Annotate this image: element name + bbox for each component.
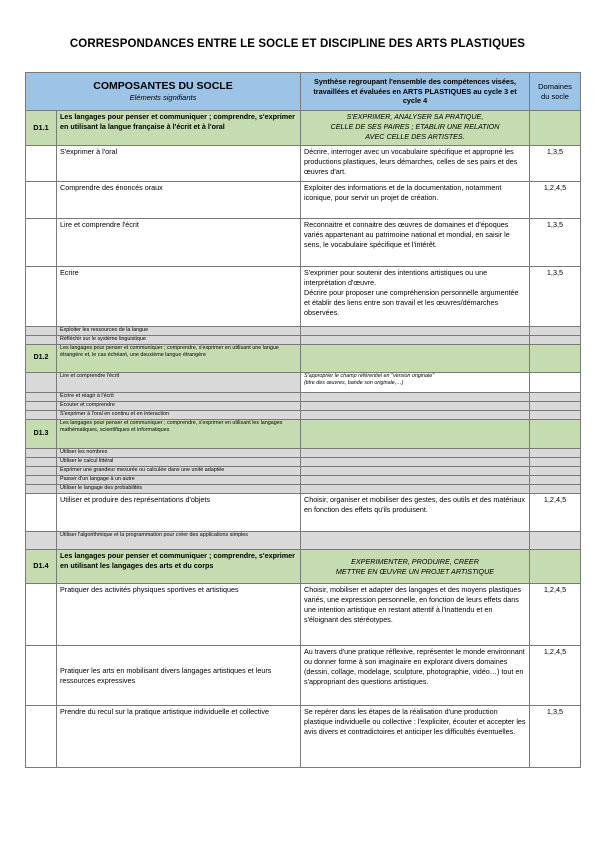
d11-title: Les langages pour penser et communiquer ; comprendre, s'exprimer en utilisant la langue française à l'écrit et à l'oral [57,111,301,146]
synthese-cell [301,373,530,393]
d13-code: D1.3 [26,420,57,449]
element-cell: Ecrire et réagir à l'écrit [57,393,301,402]
synthese-paragraph: Décrire pour proposer une compréhension personnelle argumentée et établir des liens entre son travail et les œuvres/démarches observées. [304,287,519,317]
domaines-cell: 1,3,5 [530,146,581,182]
element-cell: Utiliser et produire des représentations d'objets [57,494,301,532]
synthese-cell: Décrire, interroger avec un vocabulaire spécifique et approprié les productions plastiques, leurs démarches, celles de ses pairs et des œuvres d'art. [301,146,530,182]
d14-title: Les langages pour penser et communiquer ; comprendre, s'exprimer en utilisant les langages des arts et du corps [57,550,301,584]
table-row [26,219,581,267]
d11-code: D1.1 [26,111,57,146]
d14-code: D1.4 [26,550,57,584]
d12-code: D1.2 [26,345,57,373]
table-row [26,267,581,327]
table-row [26,532,581,550]
element-cell: Ecouter et comprendre [57,402,301,411]
table-row [26,458,581,467]
element-cell: Utiliser l'algorithmique et la programmation pour créer des applications simples [57,532,301,550]
element-cell: Utiliser le langage des probabilités [57,485,301,494]
d14-domaines [530,550,581,584]
synthese-cell: Reconnaitre et connaitre des œuvres de domaines et d'époques variés appartenant au patrimoine national et mondial, en saisir le sens, le vocabulaire spécifique et l'intérêt. [301,219,530,267]
element-cell: S'exprimer à l'oral en continu et en interaction [57,411,301,420]
header-domaines-text: Domaines du socle [538,81,572,101]
domaines-cell: 1,2,4,5 [530,584,581,646]
d13-title: Les langages pour penser et communiquer ; comprendre, s'exprimer en utilisant les langages mathématiques, scientifiques et informatiques [57,420,301,449]
domaines-cell: 1,3,5 [530,219,581,267]
header-synthese [301,73,530,111]
header-row [26,73,581,111]
d11-synthese [301,111,530,146]
synthese-cell: Se repérer dans les étapes de la réalisation d'une production plastique individuelle ou collective : l'expliciter, écouter et accepter les avis divers et contradictoires et anticiper les difficultés éventuelles. [301,706,530,768]
element-cell: Réfléchir sur le système linguistique [57,336,301,345]
header-composantes-title: COMPOSANTES DU SOCLE [93,80,233,93]
synthese-cell: Choisir, mobiliser et adapter des langages et des moyens plastiques variés, une expression personnelle, en fonction de leurs effets dans une intention artistique en restant attentif à l'inattendu et en s'éloignant des stéréotypes. [301,584,530,646]
table-row [26,411,581,420]
d12-title: Les langages pour penser et communiquer ; comprendre, s'exprimer en utilisant une langue étrangère et, le cas échéant, une deuxième langue étrangère [57,345,301,373]
table-row [26,476,581,485]
synthese-cell: Exploiter des informations et de la documentation, notamment iconique, pour servir un projet de création. [301,182,530,219]
element-cell: Pratiquer des activités physiques sportives et artistiques [57,584,301,646]
d11-domaines [530,111,581,146]
synthese-cell: Au travers d'une pratique réflexive, représenter le monde environnant ou donner forme à son imaginaire en explorant divers domaines (dessin, collage, modelage, sculpture, photographie, vidéo…) tout en s'appropriant des questions artistiques. [301,646,530,706]
d11-synthese-line: AVEC CELLE DES ARTISTES. [365,131,465,141]
synthese-cell [301,267,530,327]
table-row [26,402,581,411]
d14-row [26,550,581,584]
d11-synthese-line: CELLE DE SES PAIRES ; ETABLIR UNE RELATION [330,121,500,131]
table-row [26,146,581,182]
d12-row [26,345,581,373]
element-cell: Passer d'un langage à un autre [57,476,301,485]
synthese-cell: Choisir, organiser et mobiliser des gestes, des outils et des matériaux en fonction des effets qu'ils produisent. [301,494,530,532]
table-row [26,584,581,646]
element-cell: Exprimer une grandeur mesurée ou calculée dans une unité adaptée [57,467,301,476]
header-domaines [530,73,581,111]
table-row [26,449,581,458]
header-synthese-text: Synthèse regroupant l'ensemble des compétences visées, travaillées et évaluées en ARTS PLASTIQUES au cycle 3 et cycle 4 [313,77,517,106]
correspondence-table [25,72,581,768]
domaines-cell: 1,2,4,5 [530,494,581,532]
d11-row [26,111,581,146]
domaines-cell: 1,2,4,5 [530,646,581,706]
d14-synthese [301,550,530,584]
element-cell: Ecrire [57,267,301,327]
table-row [26,393,581,402]
d14-synthese-line: EXPERIMENTER, PRODUIRE, CREER [351,556,479,566]
synthese-line: S'approprier le champ référentiel en "version originale" [304,373,435,379]
synthese-line: (titre des œuvres, bande son originale,…) [304,379,404,386]
table-row [26,494,581,532]
header-composantes-subtitle: Eléments signifiants [129,92,197,102]
element-cell: Pratiquer les arts en mobilisant divers langages artistiques et leurs ressources expressives [57,646,301,706]
domaines-cell: 1,3,5 [530,267,581,327]
element-cell: Lire et comprendre l'écrit [57,373,301,393]
d13-row [26,420,581,449]
page-title: CORRESPONDANCES ENTRE LE SOCLE ET DISCIPLINE DES ARTS PLASTIQUES [69,38,526,50]
table-row [26,706,581,768]
domaines-cell: 1,3,5 [530,706,581,768]
element-cell: Exploiter les ressources de la langue [57,327,301,336]
element-cell: Utiliser les nombres [57,449,301,458]
d14-synthese-line: METTRE EN ŒUVRE UN PROJET ARTISTIQUE [335,566,495,576]
element-cell: S'exprimer à l'oral [57,146,301,182]
table-row [26,182,581,219]
table-row [26,336,581,345]
table-row [26,485,581,494]
domaines-cell: 1,2,4,5 [530,182,581,219]
header-composantes [26,73,301,111]
element-cell: Prendre du recul sur la pratique artistique individuelle et collective [57,706,301,768]
element-cell: Utiliser le calcul littéral [57,458,301,467]
table-row [26,373,581,393]
element-cell: Lire et comprendre l'écrit [57,219,301,267]
element-cell: Comprendre des énoncés oraux [57,182,301,219]
table-row [26,646,581,706]
synthese-paragraph: S'exprimer pour soutenir des intentions artistiques ou une interprétation d'œuvre. [304,268,488,287]
table-row [26,467,581,476]
d11-synthese-line: S'EXPRIMER, ANALYSER SA PRATIQUE, [346,112,484,121]
table-row [26,327,581,336]
